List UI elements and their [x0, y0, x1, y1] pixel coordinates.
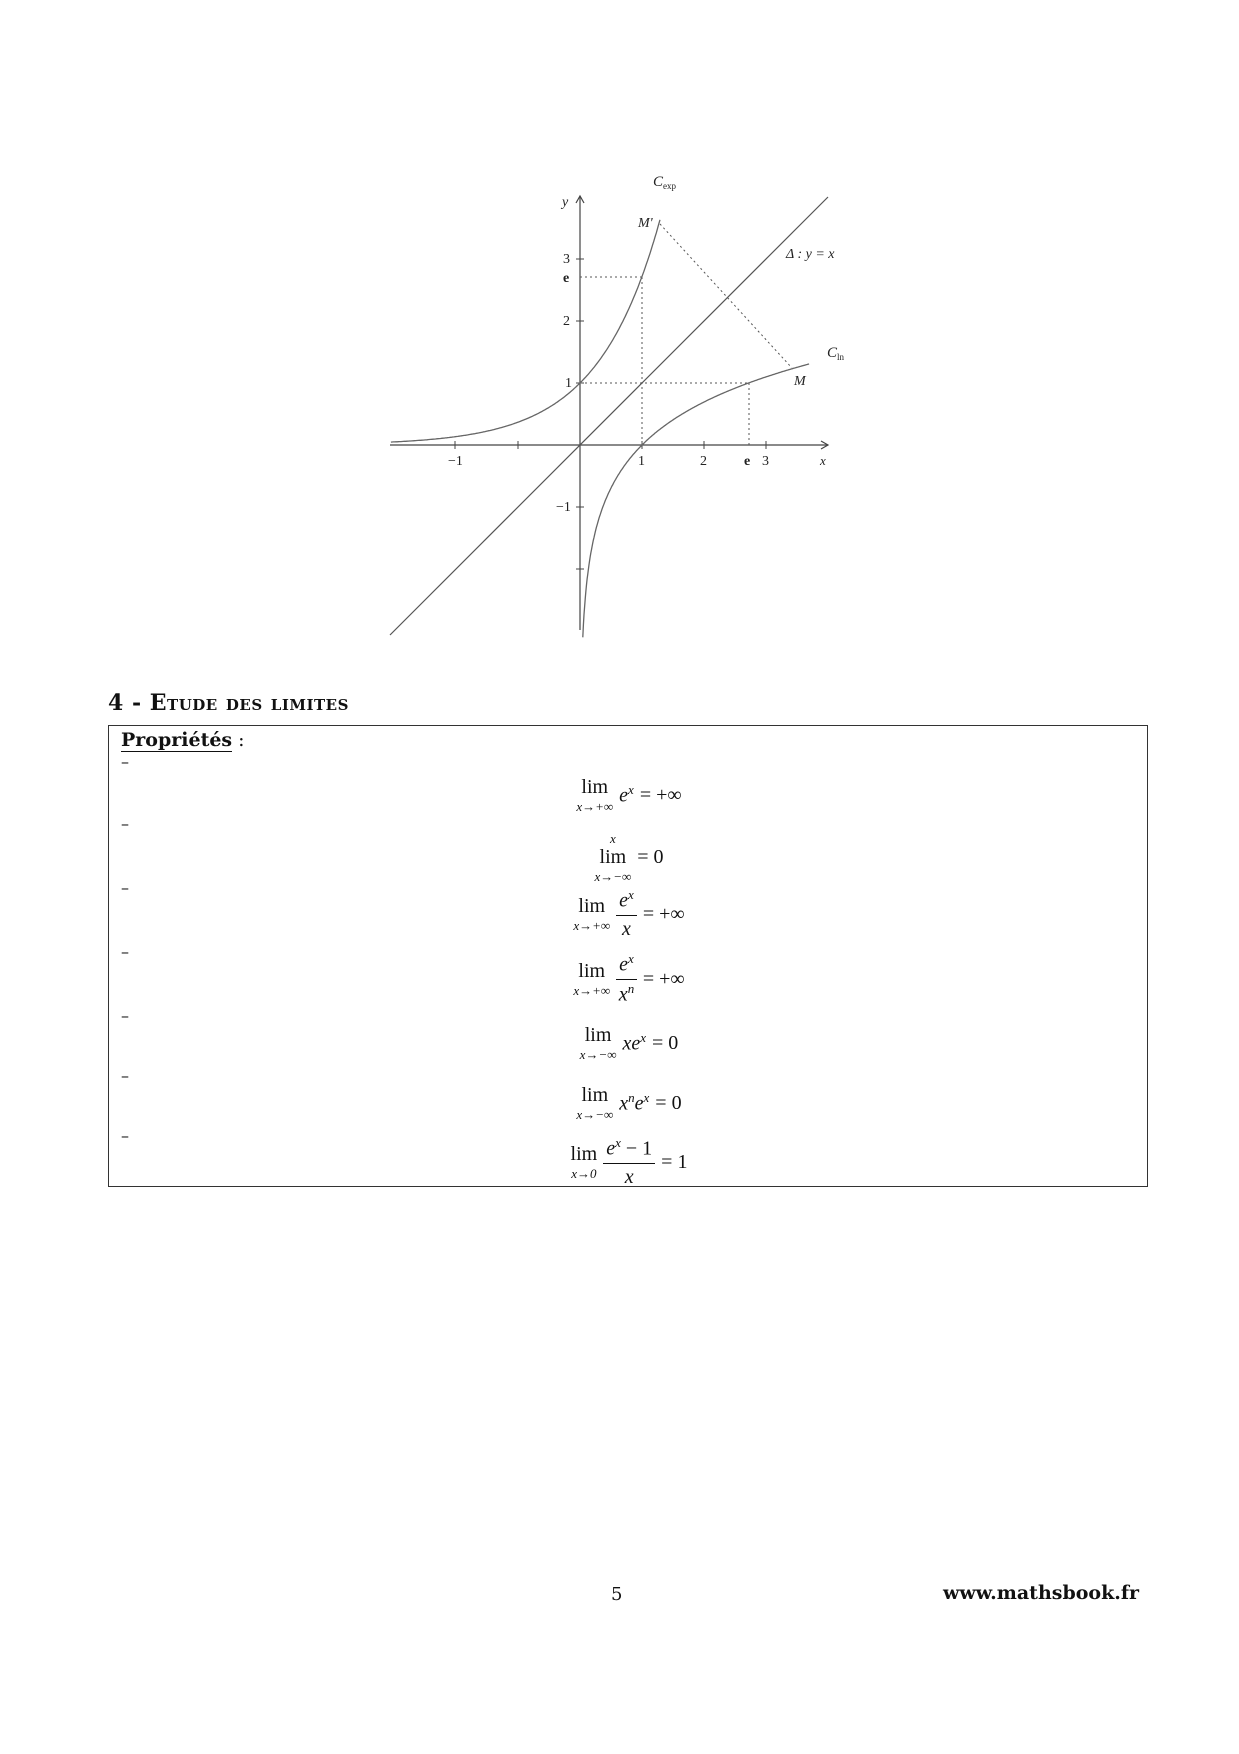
- item-dash: –: [121, 1126, 129, 1145]
- limit-exp-plus-inf: lim x→+∞ $e^x$ = +∞: [576, 776, 682, 814]
- curve-ln: [583, 364, 809, 637]
- y-tick-minus-1: −1: [556, 500, 571, 515]
- item-dash: –: [121, 942, 129, 961]
- item-dash: –: [121, 878, 129, 897]
- properties-box: [108, 725, 1148, 1187]
- y-tick-3: 3: [563, 252, 570, 267]
- item-dash: –: [121, 1006, 129, 1025]
- limit-exp-minus-inf: x lim x→−∞ = 0: [594, 831, 664, 884]
- limit-exp-minus-1-over-x: lim x→0 $\frac{e^x - 1}{x}$ = 1: [570, 1135, 688, 1188]
- limit-exp-over-x-n: lim x→+∞ $\frac{e^x}{x^n}$ = +∞: [573, 951, 685, 1006]
- section-title: [108, 690, 349, 716]
- point-m: M: [794, 374, 806, 389]
- limit-x-n-exp-minus-inf: lim x→−∞ $x^ne^x$ = 0: [576, 1084, 682, 1122]
- x-tick-minus-1: −1: [448, 454, 463, 469]
- y-axis-label: y: [562, 195, 569, 210]
- properties-heading: Propriétés :: [121, 729, 245, 751]
- item-dash: –: [121, 814, 129, 833]
- line-y-equals-x: [390, 197, 828, 635]
- section-number: 4 -: [108, 690, 150, 716]
- line-label: Δ : y = x: [786, 247, 835, 262]
- section-name: Etude des limites: [149, 690, 349, 716]
- x-tick-3: 3: [762, 454, 769, 469]
- y-tick-2: 2: [563, 314, 570, 329]
- item-dash: –: [121, 752, 129, 771]
- point-m-prime: M': [638, 216, 653, 231]
- x-tick-2: 2: [700, 454, 707, 469]
- y-tick-e: e: [563, 271, 570, 286]
- curve-exp-label: $C_{exp}$: [653, 174, 677, 191]
- x-tick-1: 1: [638, 454, 645, 469]
- limit-x-exp-minus-inf: lim x→−∞ $xe^x$ = 0: [579, 1024, 679, 1062]
- page-number: 5: [611, 1584, 623, 1605]
- site-url[interactable]: www.mathsbook.fr: [943, 1582, 1140, 1604]
- curve-ln-label: $C_{ln}$: [827, 345, 845, 362]
- function-graph: [380, 170, 860, 640]
- curve-exp: [391, 220, 660, 442]
- x-tick-e: e: [744, 454, 751, 469]
- x-axis-label: x: [820, 453, 826, 468]
- y-tick-1: 1: [565, 376, 572, 391]
- limit-exp-over-x: lim x→+∞ $\frac{e^x}{x}$ = +∞: [573, 887, 685, 940]
- item-dash: –: [121, 1066, 129, 1085]
